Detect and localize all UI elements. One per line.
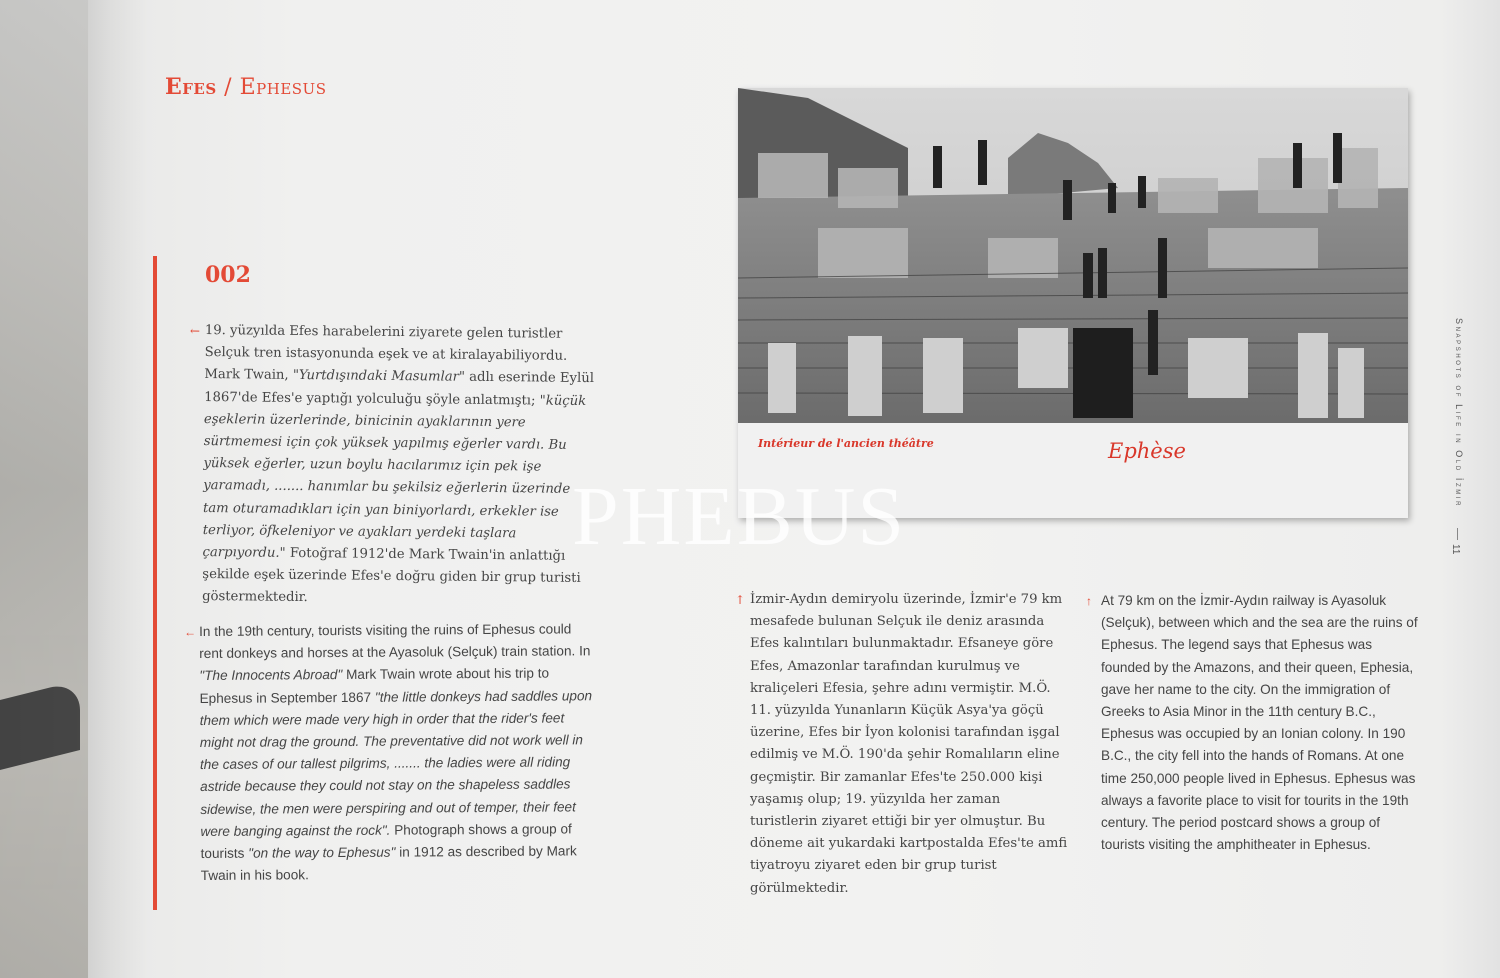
body-text: adlı eserinde Eylül 1867'de Efes'e yaptığı yolculuğu şöyle anlatmıştı; xyxy=(204,370,595,409)
english-paragraph-left-text xyxy=(199,621,592,883)
body-text: 19. yüzyılda Efes harabelerini ziyarete gelen turistler Selçuk tren istasyonunda eşek ve at kiralayabiliyordu. Mark Twain, xyxy=(204,322,568,384)
watermark: PHEBUS xyxy=(572,470,907,563)
postcard-caption: Intérieur de l'ancien théâtre xyxy=(758,437,934,450)
body-text: Mark Twain wrote about his trip to Ephesus in September 1867 xyxy=(199,665,550,706)
italic-quote-text: "on the way to Ephesus" xyxy=(248,844,396,861)
title-english: Ephesus xyxy=(239,75,327,100)
running-header-divider xyxy=(1457,528,1458,540)
turkish-paragraph-left xyxy=(189,320,597,613)
red-vertical-rule xyxy=(153,256,157,910)
italic-quote-text: "Yurtdışındaki Masumlar" xyxy=(292,368,466,386)
turkish-paragraph-right xyxy=(735,589,1070,900)
body-text: In the 19th century, tourists visiting the ruins of Ephesus could rent donkeys and horses at the Ayasoluk (Selçuk) train station. In xyxy=(199,621,591,662)
body-text: Fotoğraf 1912'de Mark Twain'in anlattığı şekilde eşek üzerinde Efes'e doğru giden bir grup turisti göstermektedir. xyxy=(202,545,581,606)
italic-quote-text: "the little donkeys had saddles upon them which were made very high in order that the rider's feet might not drag the ground. The preventative did not work well in the cases of our tallest pilgrims, ....... the ladies were all riding astride because they could not stay on the shapeless saddles sidewise, the men were perspiring and out of temper, their feet were banging against the rock". xyxy=(199,687,593,839)
arrow-up-icon: ↑ xyxy=(735,593,746,607)
italic-quote-text: "The Innocents Abroad" xyxy=(199,667,343,684)
turkish-paragraph-left-text xyxy=(202,323,594,606)
arrow-up-icon: ↑ xyxy=(1086,594,1092,608)
english-paragraph-right-text: At 79 km on the İzmir-Aydın railway is Ayasoluk (Selçuk), between which and the sea are the ruins of Ephesus. The legend says that Ephesus was founded by the Amazons, and their queen, Ephesia, gave her name to the city. On the immigration of Greeks to Asia Minor in the 11th century B.C., Ephesus was occupied by an Ionian colony. In 190 B.C., the city fell into the hands of Romans. At one time 250,000 people lived in Ephesus. Ephesus was always a favorite place to visit for tourits in the 19th century. The period postcard shows a group of tourists visiting the amphitheater in Ephesus. xyxy=(1101,593,1418,853)
italic-quote-text: "küçük eşeklerin üzerlerinde, binicinin ayaklarının yere sürtmemesi için çok yüksek yapılmış eğerler vardı. Bu yüksek eğerler, uzun boylu hacılarımız için pek işe yaramadı, ....... hanımlar bu şekilsiz eğerlerin üzerinde tam oturamadıkları için yan biniyorlardı, erkekler ise terliyor, öfkeleniyor ve ayakları yerdeki taşlara çarpıyordu." xyxy=(202,393,587,561)
ancient-theatre-photo xyxy=(738,88,1408,518)
english-paragraph-left xyxy=(184,618,597,887)
postcard-image xyxy=(738,88,1408,518)
facing-page-photo xyxy=(0,0,88,978)
english-paragraph-right xyxy=(1086,590,1419,856)
body-text: Photograph shows a group of tourists xyxy=(200,821,572,862)
page-title xyxy=(165,74,326,100)
page-number: 11 xyxy=(1450,544,1461,555)
postcard-place-name: Ephèse xyxy=(1108,439,1186,463)
arrow-left-icon: ← xyxy=(189,323,201,338)
body-text: in 1912 as described by Mark Twain in his book. xyxy=(200,843,577,884)
entry-number: 002 xyxy=(205,262,251,288)
title-separator: / xyxy=(216,75,240,100)
turkish-paragraph-right-text: İzmir-Aydın demiryolu üzerinde, İzmir'e 79 km mesafede bulunan Selçuk ile deniz arasında Efes kalıntıları bulunmaktadır. Efsaneye göre Efes, Amazonlar tarafından kurulmuş ve kraliçeleri Efesia, şehre adını vermiştir. M.Ö. 11. yüzyılda Yunanların Küçük Asya'ya göçü üzerine, Efes bir İyon kolonisi tarafından işgal edilmiş ve M.Ö. 190'da şehir Romalıların eline geçmiştir. Bir zamanlar Efes'te 250.000 kişi yaşamış olup; 19. yüzyılda her zaman turistlerin ziyaret ettiği bir yer olmuştur. Bu döneme ait yukardaki kartpostalda Efes'te amfi tiyatroyu ziyaret eden bir grup turist görülmektedir. xyxy=(750,592,1068,896)
book-spine-shadow xyxy=(88,0,148,978)
arrow-left-icon: ← xyxy=(184,625,197,640)
running-header: Snapshots of Life in Old İzmir xyxy=(1454,318,1464,509)
title-turkish: Efes xyxy=(165,74,217,100)
